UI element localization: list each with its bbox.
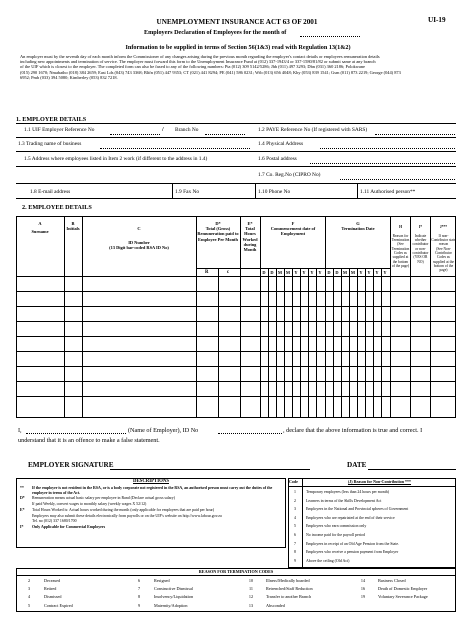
descriptions-heading: DESCRIPTIONS <box>133 479 169 484</box>
physical-address-field[interactable] <box>320 148 455 149</box>
table-row[interactable] <box>16 396 456 397</box>
work-address-label: 1.5 Address where employees listed in Item 2 work (if different to the address in 1.4) <box>24 156 208 162</box>
rand-sublabel: R <box>205 270 209 275</box>
table-row[interactable] <box>16 321 456 322</box>
uif-ref-label: 1.1 UIF Employer Reference No <box>24 127 95 133</box>
termination-codes-heading: REASON FOR TERMINATION CODES <box>198 569 274 574</box>
termination-date-cells: D D M M Y Y Y Y <box>327 270 387 275</box>
slash: / <box>162 126 164 133</box>
employer-id-field[interactable] <box>218 433 282 434</box>
col-b-header: B Initials <box>66 221 80 232</box>
col-h-header: H Reason for Termination (See Termination Codes as supplied at the bottom of the page) <box>391 225 410 268</box>
employee-details-heading: 2. EMPLOYEE DETAILS <box>22 204 92 211</box>
col-c-header: C ID Number (13 Digit bar-coded RSA ID No) <box>109 226 169 250</box>
month-field[interactable] <box>300 36 360 37</box>
declaration-i: I, <box>18 427 22 434</box>
table-row[interactable] <box>16 336 456 337</box>
uif-ref-field[interactable] <box>110 134 160 135</box>
fax-label: 1.9 Fax No <box>175 189 200 195</box>
code-header: Code <box>289 479 298 484</box>
email-label: 1.8 E-mail address <box>30 189 71 195</box>
date-label: DATE <box>347 461 367 469</box>
branch-label: Branch No <box>175 127 199 133</box>
trading-name-label: 1.3 Trading name of business <box>18 141 82 147</box>
paye-label: 1.2 PAYE Reference No (If registered with SARS) <box>258 127 368 133</box>
coreg-field[interactable] <box>340 179 455 180</box>
form-subtitle: Employers Declaration of Employees for the month of <box>144 29 287 36</box>
col-i-header: I* Indicate whether contributor or non-contributor (YES OR NO) <box>412 225 429 264</box>
date-field[interactable] <box>368 469 456 470</box>
form-title: UNEMPLOYMENT INSURANCE ACT 63 OF 2001 <box>156 18 318 26</box>
table-row[interactable] <box>16 381 456 382</box>
trading-name-field[interactable] <box>100 148 250 149</box>
info-line: Information to be supplied in terms of Section 56(1&3) read with Regulation 13(1&2) <box>125 44 351 51</box>
postal-address-label: 1.6 Postal address <box>258 156 297 162</box>
descriptions-list: ** If the employer is not resident in the RSA, or is a body corporate not registered in the RSA, an authorised person must carry out the duties of the employer in terms of the Act. D* Remuneration means actual basic salary per employee in Rand (Declare actual gross salary) If paid Weekly, convert wages to monthly salary (weekly wages X 52/12) E* Total Hours Worked is: Actual hours worked during the month (only applicable for employees that are paid per hour) Employers may also submit these details electronically from payrolls or on the UIF's website on http://www.labour.gov.za Tel. no (012) 337 1680/1700 I* Only Applicable for Commercial Employers <box>20 486 273 529</box>
authorised-person-label: 1.11 Authorised person** <box>360 189 416 195</box>
reason-header: (J) Reason for Non-Contribution *** <box>347 479 412 484</box>
commencement-date-cells: D D M M Y Y Y Y <box>262 270 322 275</box>
employer-signature-label: EMPLOYER SIGNATURE <box>28 461 114 469</box>
physical-address-label: 1.4 Physical Address <box>258 141 304 147</box>
declaration-end: , declare that the above information is true and correct. I <box>283 427 423 434</box>
signature-field[interactable] <box>110 469 310 470</box>
table-row[interactable] <box>16 366 456 367</box>
declaration-mid: (Name of Employer), ID No <box>128 427 199 434</box>
declaration-line2: understand that it is an offence to make a false statement. <box>18 437 160 444</box>
col-e-header: E* Total Hours Worked during Month <box>242 221 258 253</box>
table-row[interactable] <box>16 351 456 352</box>
col-g-header: G Termination Date <box>341 221 375 232</box>
col-a-header: A Surname <box>31 221 49 235</box>
cents-sublabel: c <box>227 270 230 275</box>
branch-field[interactable] <box>205 134 245 135</box>
col-j-header: J*** If non-Contributor state reason (See Non-Contributor Codes as supplied at the bottom of the page) <box>431 225 456 273</box>
paye-field[interactable] <box>375 134 455 135</box>
employer-name-field[interactable] <box>26 433 126 434</box>
phone-label: 1.10 Phone No <box>258 189 291 195</box>
table-row[interactable] <box>16 306 456 307</box>
intro-text: An employer must by the seventh day of each month inform the Commissioner of any changes arising during the previous month regarding the employer's contact details or employees remuneration details including new appointments and termination of service. The employer must forward this form to the Unemployment Insurance Fund at (012) 337-1943/4 or 337-1580/81/82 or submit same at any branch of the UIF which is closest to the employer. The completed form can also be faxed to any of the following numbers: Pta (012) 309 5142/5286; Jhb (011) 497 3293; Dbn (031) 360 2186; Polokwane (015) 290 1670; Nmabatho (018) 384 2659; East Lds (043) 743 3368; Bltfn (051) 447 9353; CT (021) 441 8294; PE (041) 586 0231; Wtb (013) 656 4048; Kby (053) 839 1541; Gsm (011) 873 2219; George (044) 873 6952; Pmb (033) 394 5080; Kimberley (053) 832 7218. <box>20 54 401 80</box>
coreg-label: 1.7 Co. Reg.No (CIPRO No) <box>258 172 321 178</box>
table-row[interactable] <box>16 291 456 292</box>
col-d-header: D* Total (Gross) Remuneration paid to Employee Per Month <box>197 221 239 242</box>
postal-address-field[interactable] <box>310 163 455 164</box>
non-contribution-list: 1 Temporary employees (less than 24 hours per month) 2 Learners in terms of the Skills Development Act 3 Employees in the National and Provincial spheres of Government 4 Employees who are repatriated at the end of their service 5 Employees who earn commission only 6 No income paid for the payroll period 7 Employees in receipt of an Old Age Pension from the State. 8 Employees who receive a pension payment from Employer 9 Above the ceiling (Old Act) <box>294 490 409 563</box>
employer-details-heading: 1. EMPLOYER DETAILS <box>16 116 87 123</box>
col-f-header: F Commencement date of Employment <box>270 221 316 237</box>
form-code: UI-19 <box>428 16 446 24</box>
termination-codes-grid: 2 Deceased 3 Retired 4 Dismissed 5 Contract Expired 6 Resigned 7 Constructive Dismissal 8 Insolvency/Liquidation 9 Maternity/Adoption 10 Illness/Medically boarded 11 Retrenched/Staff Reduction 12 Transfer to another Branch 13 Absconded 14 Business Closed 16 Death of Domestic Employer 19 Voluntary Severance Package <box>27 578 428 608</box>
